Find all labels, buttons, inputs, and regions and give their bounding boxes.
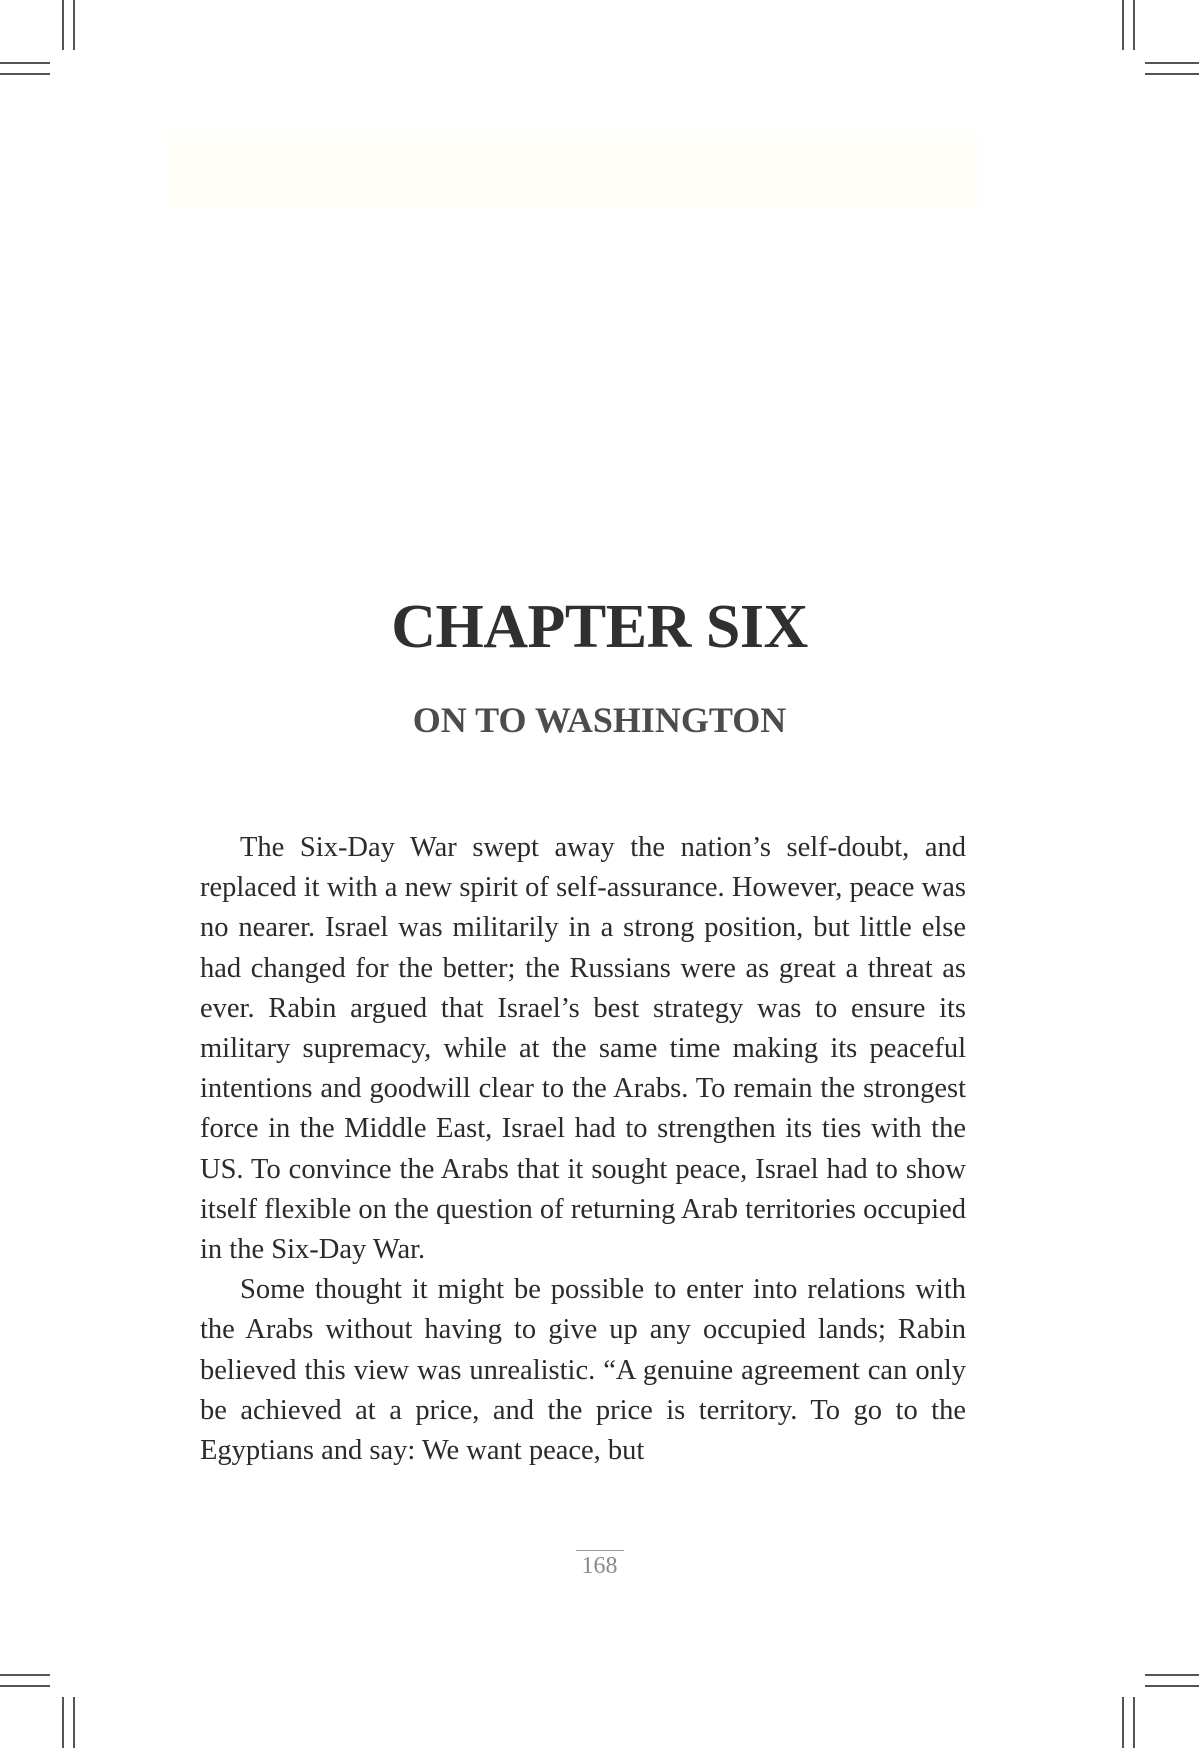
page-number: 168 xyxy=(576,1550,624,1579)
paragraph: The Six-Day War swept away the nation’s self-doubt, and replaced it with a new spirit of self-assurance. However, peace was no nearer. Israel was militarily in a strong position, but little else had changed for the better; the Russians were as great a threat as ever. Rabin argued that Israel’s best strategy was to ensure its military supremacy, while at the same time making its peaceful intentions and goodwill clear to the Arabs. To remain the strongest force in the Middle East, Israel had to strengthen its ties with the US. To convince the Arabs that it sought peace, Israel had to show itself flexible on the question of returning Arab territories occupied in the Six-Day War. xyxy=(200,832,966,1266)
crop-mark xyxy=(73,1697,75,1748)
page-number-footer xyxy=(0,1550,1199,1579)
crop-mark xyxy=(0,1685,50,1687)
crop-mark xyxy=(0,62,50,64)
crop-mark xyxy=(1145,1685,1199,1687)
crop-mark xyxy=(1145,73,1199,75)
body-text xyxy=(200,828,966,1471)
crop-mark xyxy=(0,73,50,75)
paragraph: Some thought it might be possible to enter into relations with the Arabs without having to give up any occupied lands; Rabin believed this view was unrealistic. “A genuine agreement can only be achieved at a price, and the price is territory. To go to the Egyptians and say: We want peace, but xyxy=(200,1274,966,1467)
crop-mark xyxy=(62,1697,64,1748)
crop-mark xyxy=(1133,0,1135,50)
crop-mark xyxy=(1145,1674,1199,1676)
crop-mark xyxy=(62,0,64,50)
chapter-title: CHAPTER SIX xyxy=(391,593,808,661)
crop-mark xyxy=(1145,62,1199,64)
crop-mark xyxy=(1122,1697,1124,1748)
crop-mark xyxy=(73,0,75,50)
crop-mark xyxy=(1122,0,1124,50)
header-tint-band xyxy=(165,130,980,210)
crop-mark xyxy=(0,1674,50,1676)
chapter-subtitle: ON TO WASHINGTON xyxy=(412,700,787,740)
crop-mark xyxy=(1133,1697,1135,1748)
